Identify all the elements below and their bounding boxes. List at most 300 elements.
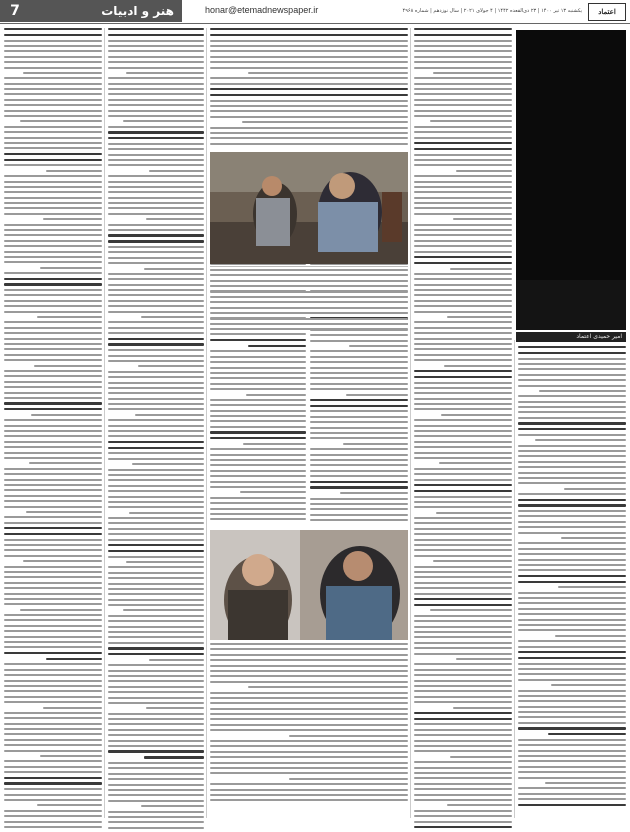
text-line [414, 582, 512, 584]
text-line [4, 321, 102, 323]
text-line [108, 338, 204, 340]
text-line [108, 528, 204, 530]
text-line [108, 539, 204, 541]
text-line [210, 708, 408, 710]
text-line [108, 577, 204, 579]
text-line [414, 311, 512, 313]
text-line [242, 121, 408, 123]
text-line [414, 815, 512, 817]
text-line [108, 403, 204, 405]
text-line [4, 28, 102, 30]
text-line [518, 499, 626, 501]
text-line [414, 740, 512, 742]
text-line [246, 394, 306, 396]
text-line [123, 609, 204, 611]
text-line [210, 105, 408, 107]
text-line [108, 360, 204, 362]
text-line [453, 707, 512, 709]
text-line [108, 148, 204, 150]
text-line [414, 300, 512, 302]
text-line [414, 457, 512, 459]
text-line [108, 469, 204, 471]
text-line [108, 723, 204, 725]
text-line [4, 799, 102, 801]
dark-portrait-photo [516, 30, 626, 330]
text-line [518, 793, 626, 795]
page-header [0, 0, 630, 22]
text-line [447, 804, 512, 806]
text-line [414, 642, 512, 644]
text-line [433, 72, 512, 74]
text-line [4, 50, 102, 52]
text-line [310, 432, 408, 434]
text-line [4, 663, 102, 665]
text-line [243, 443, 306, 445]
text-line [108, 126, 204, 128]
text-line [210, 61, 408, 63]
text-line [4, 402, 102, 404]
text-line [414, 50, 512, 52]
text-line [108, 816, 204, 818]
text-line [108, 784, 204, 786]
text-line [414, 669, 512, 671]
text-line [414, 663, 512, 665]
text-line [4, 229, 102, 231]
text-line [108, 159, 204, 161]
text-line [310, 405, 408, 407]
text-line [310, 464, 408, 466]
text-line [210, 56, 408, 58]
text-line [4, 126, 102, 128]
text-line [210, 67, 408, 69]
text-line [4, 338, 102, 340]
text-line [414, 110, 512, 112]
text-line [436, 512, 512, 514]
header-rule [0, 23, 630, 24]
text-line [4, 457, 102, 459]
text-line [210, 794, 408, 796]
text-line [210, 648, 408, 650]
text-line [37, 316, 102, 318]
text-line [518, 804, 626, 806]
text-line [518, 450, 626, 452]
text-line [414, 544, 512, 546]
text-line [248, 686, 408, 688]
text-line [210, 40, 408, 42]
text-line [210, 654, 408, 656]
text-line [310, 350, 408, 352]
text-line [4, 652, 102, 654]
text-line [4, 419, 102, 421]
text-line [210, 410, 306, 412]
text-line [108, 392, 204, 394]
text-line [414, 696, 512, 698]
text-line [518, 760, 626, 762]
text-line [414, 262, 512, 264]
text-line [518, 472, 626, 474]
text-line [210, 415, 306, 417]
text-line [210, 670, 408, 672]
text-line [248, 72, 408, 74]
text-line [518, 787, 626, 789]
text-line [310, 508, 408, 510]
text-line [414, 240, 512, 242]
photo-caption-1 [210, 269, 408, 334]
text-line [414, 501, 512, 503]
text-line [518, 668, 626, 670]
text-line [210, 94, 408, 96]
text-line [108, 430, 204, 432]
text-line [414, 767, 512, 769]
text-line [555, 635, 626, 637]
text-line [310, 388, 408, 390]
text-line [414, 327, 512, 329]
text-column-5 [414, 28, 512, 832]
text-line [310, 421, 408, 423]
text-line [108, 213, 204, 215]
text-line [4, 67, 102, 69]
text-line [144, 756, 204, 758]
text-line [108, 349, 204, 351]
text-line [518, 739, 626, 741]
text-line [414, 777, 512, 779]
text-line [518, 727, 626, 729]
text-line [414, 626, 512, 628]
text-line [414, 794, 512, 796]
text-line [108, 441, 204, 443]
text-line [414, 745, 512, 747]
text-line [310, 498, 408, 500]
text-line [108, 181, 204, 183]
text-line [518, 482, 626, 484]
text-line [108, 435, 204, 437]
text-line [210, 100, 408, 102]
text-line [29, 462, 103, 464]
text-line [108, 34, 204, 36]
text-line [310, 481, 408, 483]
text-line [20, 609, 102, 611]
text-line [414, 348, 512, 350]
text-line [414, 517, 512, 519]
text-line [414, 398, 512, 400]
text-line [135, 414, 204, 416]
text-line [210, 404, 306, 406]
text-line [4, 674, 102, 676]
text-line [210, 459, 306, 461]
text-line [108, 794, 204, 796]
text-line [518, 542, 626, 544]
text-line [108, 479, 204, 481]
text-line [210, 789, 408, 791]
text-line [414, 148, 512, 150]
text-line [414, 810, 512, 812]
text-line [518, 690, 626, 692]
film-still-photo-2 [210, 530, 408, 640]
text-line [108, 408, 204, 410]
text-line [346, 394, 408, 396]
text-line [210, 713, 408, 715]
text-line [210, 675, 408, 677]
text-line [108, 767, 204, 769]
text-line [4, 452, 102, 454]
text-line [414, 56, 512, 58]
text-line [310, 361, 408, 363]
text-line [40, 267, 102, 269]
text-line [4, 110, 102, 112]
text-line [210, 659, 408, 661]
text-line [4, 61, 102, 63]
text-line [414, 294, 512, 296]
text-line [108, 636, 204, 638]
text-line [108, 197, 204, 199]
text-line [518, 477, 626, 479]
text-line [149, 659, 204, 661]
text-line [414, 653, 512, 655]
text-line [108, 620, 204, 622]
text-line [518, 624, 626, 626]
text-line [108, 789, 204, 791]
text-line [518, 368, 626, 370]
text-block-top [210, 28, 408, 148]
text-line [4, 446, 102, 448]
text-line [108, 40, 204, 42]
text-line [108, 419, 204, 421]
text-line [518, 428, 626, 430]
text-line [414, 821, 512, 823]
text-line [518, 798, 626, 800]
text-line [108, 734, 204, 736]
text-line [4, 733, 102, 735]
text-line [4, 500, 102, 502]
text-line [108, 631, 204, 633]
text-line [414, 137, 512, 139]
text-line [108, 517, 204, 519]
text-line [310, 340, 408, 342]
text-line [108, 474, 204, 476]
text-line [26, 511, 102, 513]
text-line [4, 430, 102, 432]
text-line [108, 175, 204, 177]
text-line [210, 399, 306, 401]
text-line [108, 452, 204, 454]
text-line [4, 826, 102, 828]
text-line [4, 83, 102, 85]
text-line [108, 45, 204, 47]
text-line [4, 701, 102, 703]
text-line [108, 99, 204, 101]
text-line [108, 533, 204, 535]
text-line [210, 502, 306, 504]
text-line [146, 707, 204, 709]
text-line [518, 379, 626, 381]
text-line [4, 234, 102, 236]
text-line [20, 120, 102, 122]
text-line [108, 604, 204, 606]
text-line [108, 550, 204, 552]
text-line [108, 289, 204, 291]
text-line [248, 345, 306, 347]
text-line [414, 761, 512, 763]
text-line [414, 783, 512, 785]
text-line [4, 56, 102, 58]
text-line [210, 83, 408, 85]
photo-credit: امیر حمیدی اعتماد [516, 332, 626, 342]
text-line [518, 777, 626, 779]
text-line [518, 401, 626, 403]
text-line [518, 695, 626, 697]
text-line [414, 343, 512, 345]
text-line [108, 729, 204, 731]
text-line [108, 522, 204, 524]
text-line [4, 539, 102, 541]
text-line [108, 458, 204, 460]
column-divider [410, 28, 411, 818]
text-line [535, 439, 626, 441]
text-line [441, 414, 512, 416]
text-line [4, 261, 102, 263]
text-line [4, 197, 102, 199]
text-line [518, 434, 626, 436]
text-line [518, 711, 626, 713]
text-line [108, 191, 204, 193]
text-line [518, 771, 626, 773]
text-line [108, 506, 204, 508]
text-line [210, 361, 306, 363]
column-divider [514, 340, 515, 818]
text-line [4, 164, 102, 166]
text-line [108, 544, 204, 546]
text-line [4, 603, 102, 605]
text-line [108, 240, 204, 242]
text-line [210, 383, 306, 385]
text-line [210, 508, 306, 510]
text-line [210, 328, 408, 330]
text-line [414, 631, 512, 633]
text-line [108, 83, 204, 85]
text-line [310, 367, 408, 369]
text-line [4, 142, 102, 144]
text-line [108, 398, 204, 400]
text-line [4, 473, 102, 475]
text-line [210, 454, 306, 456]
text-line [518, 363, 626, 365]
text-line [4, 549, 102, 551]
text-line [31, 414, 102, 416]
text-line [414, 522, 512, 524]
text-line [414, 446, 512, 448]
section-email[interactable]: honar@etemadnewspaper.ir [205, 5, 319, 15]
text-line [108, 425, 204, 427]
text-line [518, 445, 626, 447]
text-line [210, 697, 408, 699]
text-line [108, 278, 204, 280]
text-line [108, 382, 204, 384]
text-line [210, 481, 306, 483]
text-line [414, 674, 512, 676]
text-line [310, 514, 408, 516]
text-line [43, 707, 102, 709]
text-line [414, 370, 512, 372]
text-line [414, 278, 512, 280]
text-line [414, 701, 512, 703]
text-line [210, 767, 408, 769]
text-line [4, 484, 102, 486]
text-line [414, 387, 512, 389]
text-line [40, 755, 102, 757]
text-line [108, 827, 204, 829]
text-line [4, 245, 102, 247]
text-line [4, 115, 102, 117]
text-line [414, 142, 512, 144]
text-line [108, 811, 204, 813]
text-line [108, 67, 204, 69]
text-line [518, 411, 626, 413]
text-line [4, 771, 102, 773]
text-line [210, 745, 408, 747]
text-line [456, 170, 512, 172]
text-line [123, 120, 204, 122]
text-line [518, 651, 626, 653]
text-line [210, 110, 408, 112]
text-line [4, 576, 102, 578]
text-line [108, 50, 204, 52]
text-line [108, 821, 204, 823]
text-line [108, 327, 204, 329]
text-line [310, 448, 408, 450]
text-line [108, 750, 204, 752]
text-line [108, 246, 204, 248]
text-line [4, 630, 102, 632]
text-line [414, 202, 512, 204]
text-line [518, 358, 626, 360]
text-line [108, 773, 204, 775]
text-line [414, 154, 512, 156]
text-line [414, 93, 512, 95]
text-line [4, 354, 102, 356]
text-line [414, 473, 512, 475]
text-line [108, 800, 204, 802]
text-line [4, 750, 102, 752]
text-line [210, 464, 306, 466]
text-line [518, 521, 626, 523]
text-line [414, 468, 512, 470]
text-line [4, 582, 102, 584]
text-line [414, 533, 512, 535]
text-line [248, 312, 408, 314]
text-line [108, 332, 204, 334]
text-line [414, 115, 512, 117]
text-line [414, 620, 512, 622]
text-line [343, 443, 408, 445]
text-line [414, 484, 512, 486]
text-line [210, 497, 306, 499]
text-line [414, 408, 512, 410]
text-line [108, 697, 204, 699]
text-line [146, 218, 204, 220]
section-title: هنر و ادبیات [30, 0, 182, 22]
text-line [4, 566, 102, 568]
film-still-photo-1 [210, 152, 408, 264]
text-line [4, 381, 102, 383]
text-line [4, 305, 102, 307]
text-line [4, 794, 102, 796]
text-line [518, 716, 626, 718]
text-line [548, 733, 626, 735]
text-line [210, 132, 408, 134]
text-line [4, 810, 102, 812]
text-line [126, 72, 204, 74]
text-line [4, 712, 102, 714]
